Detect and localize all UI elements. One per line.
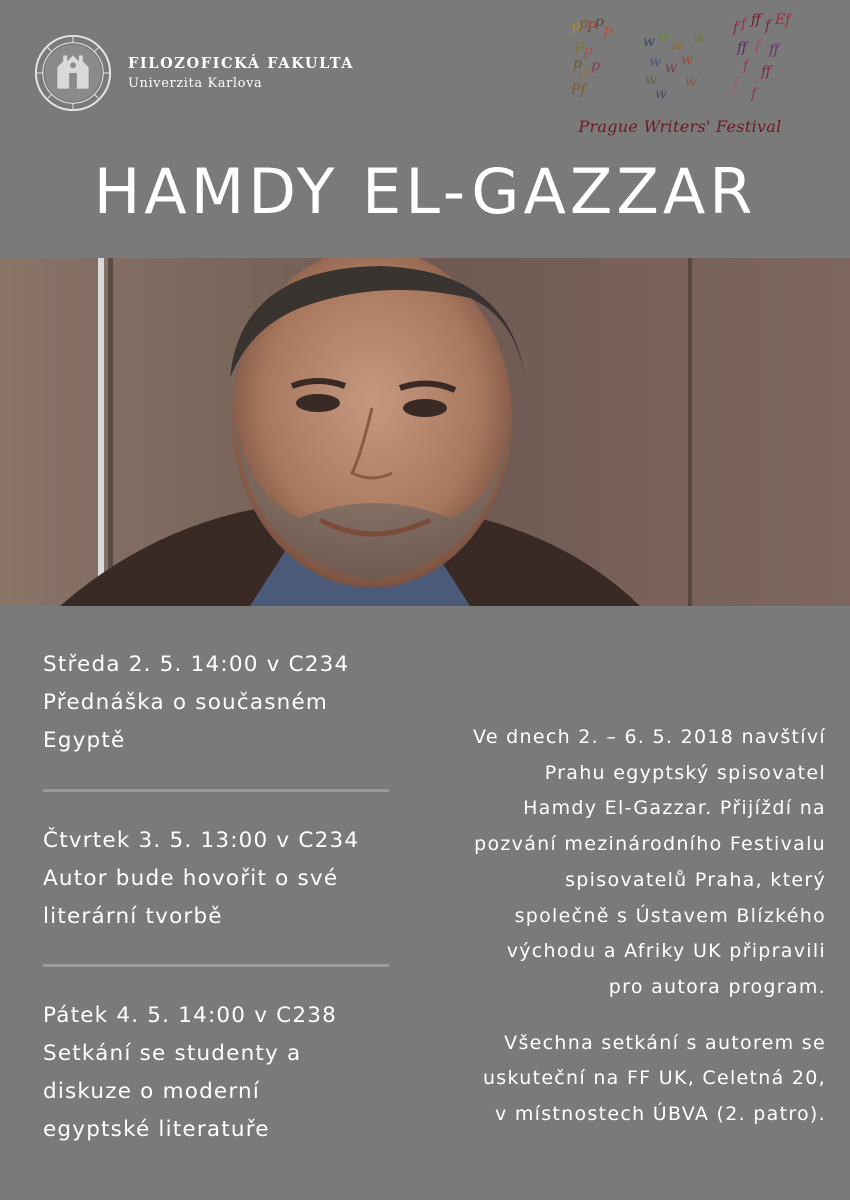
svg-text:w: w [643,34,655,50]
svg-text:p: p [591,58,600,74]
venue-line: uskuteční na FF UK, Celetná 20, [482,1067,826,1090]
svg-text:P: P [583,46,593,62]
svg-text:ff: ff [769,42,779,58]
university-seal-icon [34,34,112,112]
svg-text:f: f [751,86,757,102]
svg-text:w: w [671,38,683,54]
intro-line: spisovatelů Praha, který [565,868,826,891]
svg-text:w: w [681,52,693,68]
svg-text:f: f [755,38,761,54]
intro-line: pozvání mezinárodního Festivalu [474,833,826,856]
venue-line: v místnostech ÚBVA (2. patro). [494,1103,826,1126]
svg-text:P: P [571,22,581,38]
svg-text:w: w [665,60,677,76]
event-description-line: diskuze o moderní [43,1079,261,1104]
pwf-logo-icon [565,10,800,105]
svg-text:P: P [587,20,597,36]
intro-line: východu a Afriky UK připravili [506,940,826,963]
author-portrait-photo [0,258,850,606]
intro-text [426,720,826,1133]
svg-text:p: p [575,38,584,54]
festival-caption: Prague Writers' Festival [578,117,782,136]
svg-text:w: w [645,72,657,88]
svg-text:w: w [657,28,669,44]
venue-line: Všechna setkání s autorem se [504,1031,826,1054]
event-item [43,646,393,760]
intro-line: Prahu egyptský spisovatel [544,761,826,784]
svg-text:f: f [733,20,739,36]
svg-text:f: f [743,58,749,74]
event-description-line: Setkání se studenty a [43,1041,302,1066]
svg-text:Pf: Pf [571,82,586,98]
event-heading: Středa 2. 5. 14:00 v C234 [43,652,350,677]
event-description-line: Přednáška o současném [43,690,329,715]
faculty-block [128,55,354,91]
event-divider [43,789,389,792]
event-description-line: Egyptě [43,728,126,753]
svg-text:p: p [595,14,604,30]
poster-header [0,0,850,258]
svg-text:w: w [649,54,661,70]
svg-text:p: p [579,16,588,32]
intro-line: společně s Ústavem Blízkého [514,904,826,927]
svg-text:f: f [741,16,747,32]
svg-text:f: f [733,78,739,94]
svg-text:Ef: Ef [775,12,791,28]
svg-text:ff: ff [751,12,761,28]
university-name: Univerzita Karlova [128,76,263,91]
event-item [43,997,393,1149]
svg-text:ff: ff [737,40,747,56]
svg-text:P: P [581,68,591,84]
venue-paragraph [426,1026,826,1133]
svg-text:P: P [603,26,613,42]
intro-line: Ve dnech 2. – 6. 5. 2018 navštíví [473,726,826,748]
event-list [43,646,393,1149]
svg-text:w: w [685,74,697,90]
event-heading: Pátek 4. 5. 14:00 v C238 [43,1003,338,1028]
svg-text:p: p [573,56,582,72]
event-item [43,822,393,936]
intro-line: Hamdy El-Gazzar. Přijíždí na [523,797,826,820]
event-divider [43,964,389,967]
intro-line: pro autora program. [608,975,826,998]
svg-text:w: w [693,30,705,46]
event-heading: Čtvrtek 3. 5. 13:00 v C234 [43,828,360,853]
page-title: HAMDY EL-GAZZAR [93,155,757,228]
svg-text:w: w [655,86,667,102]
event-description-line: Autor bude hovořit o své [43,866,339,891]
intro-paragraph [426,720,826,1006]
faculty-name: FILOZOFICKÁ FAKULTA [128,55,355,72]
event-description-line: literární tvorbě [43,904,223,929]
svg-text:ff: ff [761,64,771,80]
svg-text:f: f [765,18,771,34]
event-description-line: egyptské literatuře [43,1117,270,1142]
